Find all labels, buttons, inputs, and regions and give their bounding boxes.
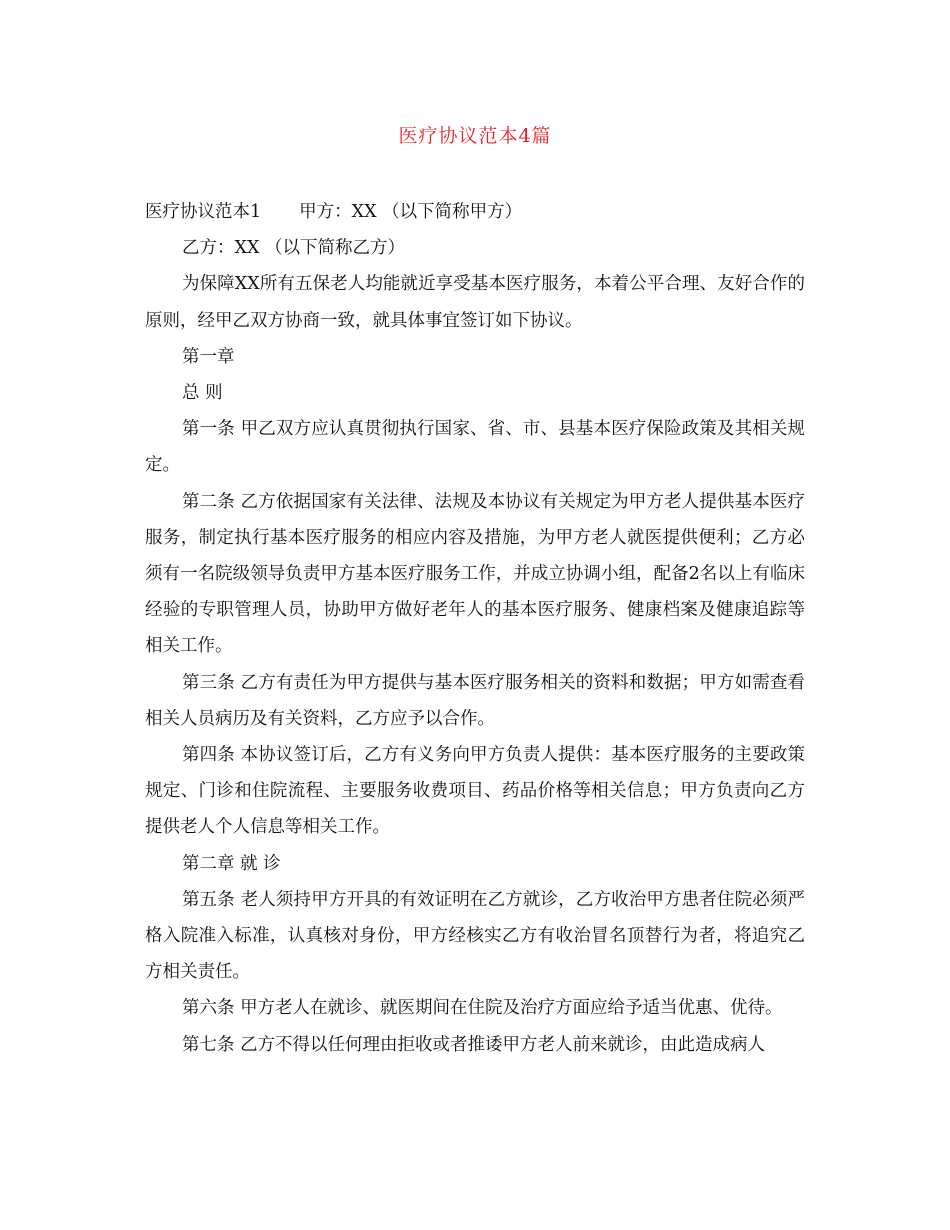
article-paragraph: 第一条 甲乙双方应认真贯彻执行国家、省、市、县基本医疗保险政策及其相关规定。 <box>145 419 805 476</box>
article-paragraph: 第三条 乙方有责任为甲方提供与基本医疗服务相关的资料和数据；甲方如需查看相关人员病历及有关资料，乙方应予以合作。 <box>145 672 805 729</box>
document-title: 医疗协议范本4篇 <box>398 125 552 147</box>
article-paragraph: 第四条 本协议签订后，乙方有义务向甲方负责人提供：基本医疗服务的主要政策规定、门诊和住院流程、主要服务收费项目、药品价格等相关信息；甲方负责向乙方提供老人个人信息等相关工作。 <box>145 745 805 838</box>
article-paragraph: 第五条 老人须持甲方开具的有效证明在乙方就诊，乙方收治甲方患者住院必须严格入院准入标准，认真核对身份，甲方经核实乙方有收治冒名顶替行为者，将追究乙方相关责任。 <box>145 889 805 983</box>
section-heading: 总 则 <box>182 383 223 404</box>
header-line <box>145 194 805 230</box>
party-b-line: 乙方：XX （以下简称乙方） <box>182 238 405 259</box>
chapter-heading: 第一章 <box>182 346 235 367</box>
article-paragraph: 第七条 乙方不得以任何理由拒收或者推诿甲方老人前来就诊，由此造成病人 <box>182 1034 766 1055</box>
article-paragraph: 第六条 甲方老人在就诊、就医期间在住院及治疗方面应给予适当优惠、优待。 <box>182 998 783 1019</box>
agreement-label: 医疗协议范本1 <box>145 202 262 222</box>
document-body <box>145 194 805 1063</box>
party-a-line: 甲方：XX （以下简称甲方） <box>299 202 523 222</box>
chapter-heading: 第二章 就 诊 <box>182 853 281 874</box>
article-paragraph: 第二条 乙方依据国家有关法律、法规及本协议有关规定为甲方老人提供基本医疗服务，制定执行基本医疗服务的相应内容及措施，为甲方老人就医提供便利；乙方必须有一名院级领导负责甲方基本医疗服务工作，并成立协调小组，配备2名以上有临床经验的专职管理人员，协助甲方做好老年人的基本医疗服务、健康档案及健康追踪等相关工作。 <box>145 491 805 657</box>
preamble-paragraph: 为保障XX所有五保老人均能就近享受基本医疗服务，本着公平合理、友好合作的原则，经甲乙双方协商一致，就具体事宜签订如下协议。 <box>145 274 805 331</box>
